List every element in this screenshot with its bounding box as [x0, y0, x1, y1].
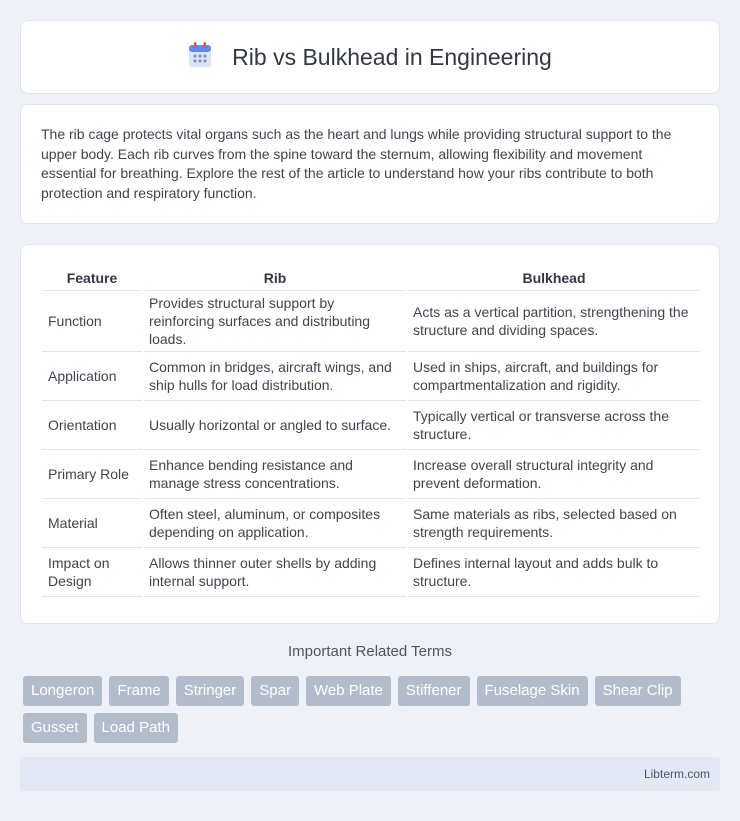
cell-bulkhead: Defines internal layout and adds bulk to structure.: [408, 548, 700, 597]
header-feature: Feature: [42, 265, 142, 291]
tag-gusset[interactable]: Gusset: [23, 713, 87, 743]
table-row: [42, 291, 700, 352]
cell-bulkhead: Increase overall structural integrity and prevent deformation.: [408, 450, 700, 499]
footer: [20, 757, 720, 791]
table-row: [42, 352, 700, 401]
tag-shear-clip[interactable]: Shear Clip: [595, 676, 681, 706]
table-header-row: [42, 265, 700, 291]
tag-stringer[interactable]: Stringer: [176, 676, 245, 706]
cell-feature: Impact on Design: [42, 548, 142, 597]
cell-feature: Application: [42, 352, 142, 401]
footer-site-link[interactable]: Libterm.com: [643, 767, 710, 781]
cell-rib: Provides structural support by reinforcing surfaces and distributing loads.: [144, 291, 406, 352]
header-card: [20, 20, 720, 94]
related-terms-title: Important Related Terms: [288, 643, 452, 660]
cell-feature: Function: [42, 291, 142, 352]
calendar-icon: [188, 42, 212, 73]
comparison-table: [40, 265, 702, 597]
page-title: Rib vs Bulkhead in Engineering: [232, 43, 552, 70]
cell-rib: Usually horizontal or angled to surface.: [144, 401, 406, 450]
cell-bulkhead: Typically vertical or transverse across the structure.: [408, 401, 700, 450]
tag-load-path[interactable]: Load Path: [94, 713, 178, 743]
tag-stiffener[interactable]: Stiffener: [398, 676, 470, 706]
table-row: [42, 548, 700, 597]
header-bulkhead: Bulkhead: [408, 265, 700, 291]
cell-bulkhead: Same materials as ribs, selected based on strength requirements.: [408, 499, 700, 548]
tag-longeron[interactable]: Longeron: [23, 676, 102, 706]
tag-spar[interactable]: Spar: [251, 676, 299, 706]
table-row: [42, 401, 700, 450]
cell-rib: Enhance bending resistance and manage stress concentrations.: [144, 450, 406, 499]
related-terms-list: [23, 676, 713, 743]
cell-rib: Common in bridges, aircraft wings, and ship hulls for load distribution.: [144, 352, 406, 401]
cell-feature: Orientation: [42, 401, 142, 450]
cell-bulkhead: Acts as a vertical partition, strengthening the structure and dividing spaces.: [408, 291, 700, 352]
table-row: [42, 499, 700, 548]
cell-bulkhead: Used in ships, aircraft, and buildings for compartmentalization and rigidity.: [408, 352, 700, 401]
cell-rib: Allows thinner outer shells by adding internal support.: [144, 548, 406, 597]
cell-feature: Primary Role: [42, 450, 142, 499]
intro-card: [20, 104, 720, 224]
cell-rib: Often steel, aluminum, or composites depending on application.: [144, 499, 406, 548]
tag-frame[interactable]: Frame: [109, 676, 168, 706]
comparison-card: [20, 244, 720, 624]
cell-feature: Material: [42, 499, 142, 548]
header-rib: Rib: [144, 265, 406, 291]
table-row: [42, 450, 700, 499]
intro-text: The rib cage protects vital organs such as the heart and lungs while providing structural support to the upper body. Each rib curves from the spine toward the sternum, allowing flexibility and movement essential for breathing. Explore the rest of the article to understand how your ribs contribute to both protection and respiratory function.: [41, 126, 672, 201]
tag-fuselage-skin[interactable]: Fuselage Skin: [477, 676, 588, 706]
tag-web-plate[interactable]: Web Plate: [306, 676, 391, 706]
